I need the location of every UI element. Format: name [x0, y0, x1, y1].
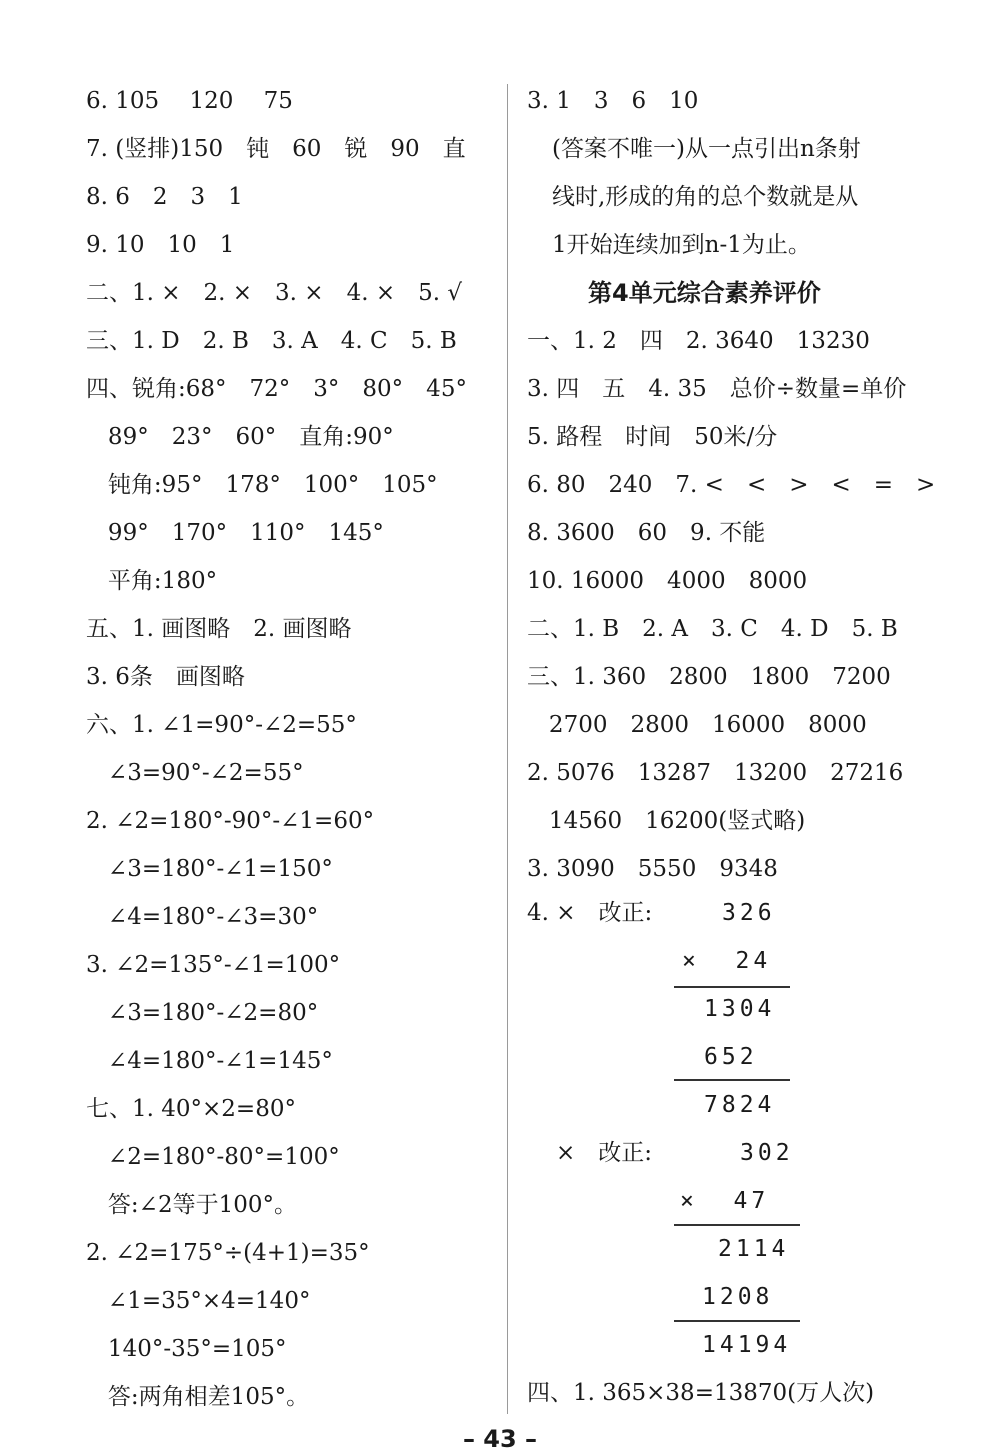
left-answer-line: 99° 170° 110° 145°: [86, 520, 384, 546]
right-answer-line: 二、1. B 2. A 3. C 4. D 5. B: [527, 616, 898, 642]
correction-1-partial-1: 1304: [704, 996, 776, 1022]
left-answer-line: 答:两角相差105°。: [86, 1384, 310, 1410]
right-answer-line: 2. 5076 13287 13200 27216: [527, 760, 904, 786]
left-answer-line: 7. (竖排)150 钝 60 锐 90 直: [86, 136, 466, 162]
left-answer-line: 答:∠2等于100°。: [86, 1192, 297, 1218]
left-answer-line: 3. ∠2=135°-∠1=100°: [86, 952, 341, 978]
correction-2-label: × 改正:: [556, 1140, 653, 1166]
right-answer-line: 10. 16000 4000 8000: [527, 568, 808, 594]
correction-2-rule-2: [674, 1320, 800, 1322]
left-answer-line: ∠3=90°-∠2=55°: [86, 760, 304, 786]
left-answer-line: 五、1. 画图略 2. 画图略: [86, 616, 352, 642]
left-answer-line: 平角:180°: [86, 568, 218, 594]
left-answer-line: 七、1. 40°×2=80°: [86, 1096, 296, 1122]
left-answer-line: 四、锐角:68° 72° 3° 80° 45°: [86, 376, 467, 402]
correction-2-partial-1: 2114: [718, 1236, 790, 1262]
right-answer-line: 3. 1 3 6 10: [527, 88, 699, 114]
correction-1-label: 4. × 改正:: [527, 900, 653, 926]
left-answer-line: ∠3=180°-∠2=80°: [86, 1000, 319, 1026]
right-answer-line: 8. 3600 60 9. 不能: [527, 520, 766, 546]
correction-1-result: 7824: [704, 1092, 776, 1118]
page-number: – 43 –: [462, 1425, 538, 1453]
section-heading: 第4单元综合素养评价: [588, 279, 821, 307]
right-answer-line: 1开始连续加到n-1为止。: [552, 232, 811, 258]
left-answer-line: 9. 10 10 1: [86, 232, 235, 258]
correction-1-mult: × 24: [682, 948, 772, 974]
right-answer-line: 一、1. 2 四 2. 3640 13230: [527, 328, 870, 354]
answer-line-last: 四、1. 365×38=13870(万人次): [527, 1380, 875, 1406]
left-answer-line: 2. ∠2=180°-90°-∠1=60°: [86, 808, 375, 834]
left-answer-line: 二、1. × 2. × 3. × 4. × 5. √: [86, 280, 463, 306]
right-answer-line: (答案不唯一)从一点引出n条射: [552, 136, 861, 162]
correction-2-rule-1: [674, 1224, 800, 1226]
right-answer-line: 3. 3090 5550 9348: [527, 856, 778, 882]
column-divider: [507, 84, 508, 1414]
left-answer-line: ∠1=35°×4=140°: [86, 1288, 311, 1314]
right-answer-line: 线时,形成的角的总个数就是从: [552, 184, 859, 210]
right-answer-line: 2700 2800 16000 8000: [527, 712, 867, 738]
left-answer-line: 6. 105 120 75: [86, 88, 293, 114]
correction-1-top: 326: [722, 900, 776, 926]
left-answer-line: 三、1. D 2. B 3. A 4. C 5. B: [86, 328, 457, 354]
left-answer-line: ∠4=180°-∠3=30°: [86, 904, 319, 930]
left-answer-line: 六、1. ∠1=90°-∠2=55°: [86, 712, 357, 738]
left-answer-line: 2. ∠2=175°÷(4+1)=35°: [86, 1240, 370, 1266]
left-answer-line: ∠3=180°-∠1=150°: [86, 856, 333, 882]
left-answer-line: 89° 23° 60° 直角:90°: [86, 424, 394, 450]
left-answer-line: 钝角:95° 178° 100° 105°: [86, 472, 438, 498]
right-answer-line: 3. 四 五 4. 35 总价÷数量=单价: [527, 376, 907, 402]
correction-1-rule-1: [674, 986, 790, 988]
right-answer-line: 6. 80 240 7. < < > < = >: [527, 472, 936, 498]
correction-2-top: 302: [740, 1140, 794, 1166]
correction-2-result: 14194: [702, 1332, 792, 1358]
left-answer-line: 3. 6条 画图略: [86, 664, 245, 690]
right-answer-line: 14560 16200(竖式略): [527, 808, 806, 834]
correction-2-partial-2: 1208: [702, 1284, 774, 1310]
right-answer-line: 5. 路程 时间 50米/分: [527, 424, 778, 450]
left-answer-line: ∠2=180°-80°=100°: [86, 1144, 340, 1170]
left-answer-line: 140°-35°=105°: [86, 1336, 287, 1362]
left-answer-line: ∠4=180°-∠1=145°: [86, 1048, 333, 1074]
correction-2-mult: × 47: [680, 1188, 770, 1214]
left-answer-line: 8. 6 2 3 1: [86, 184, 243, 210]
correction-1-rule-2: [674, 1079, 790, 1081]
right-answer-line: 三、1. 360 2800 1800 7200: [527, 664, 891, 690]
correction-1-partial-2: 652: [704, 1044, 758, 1070]
